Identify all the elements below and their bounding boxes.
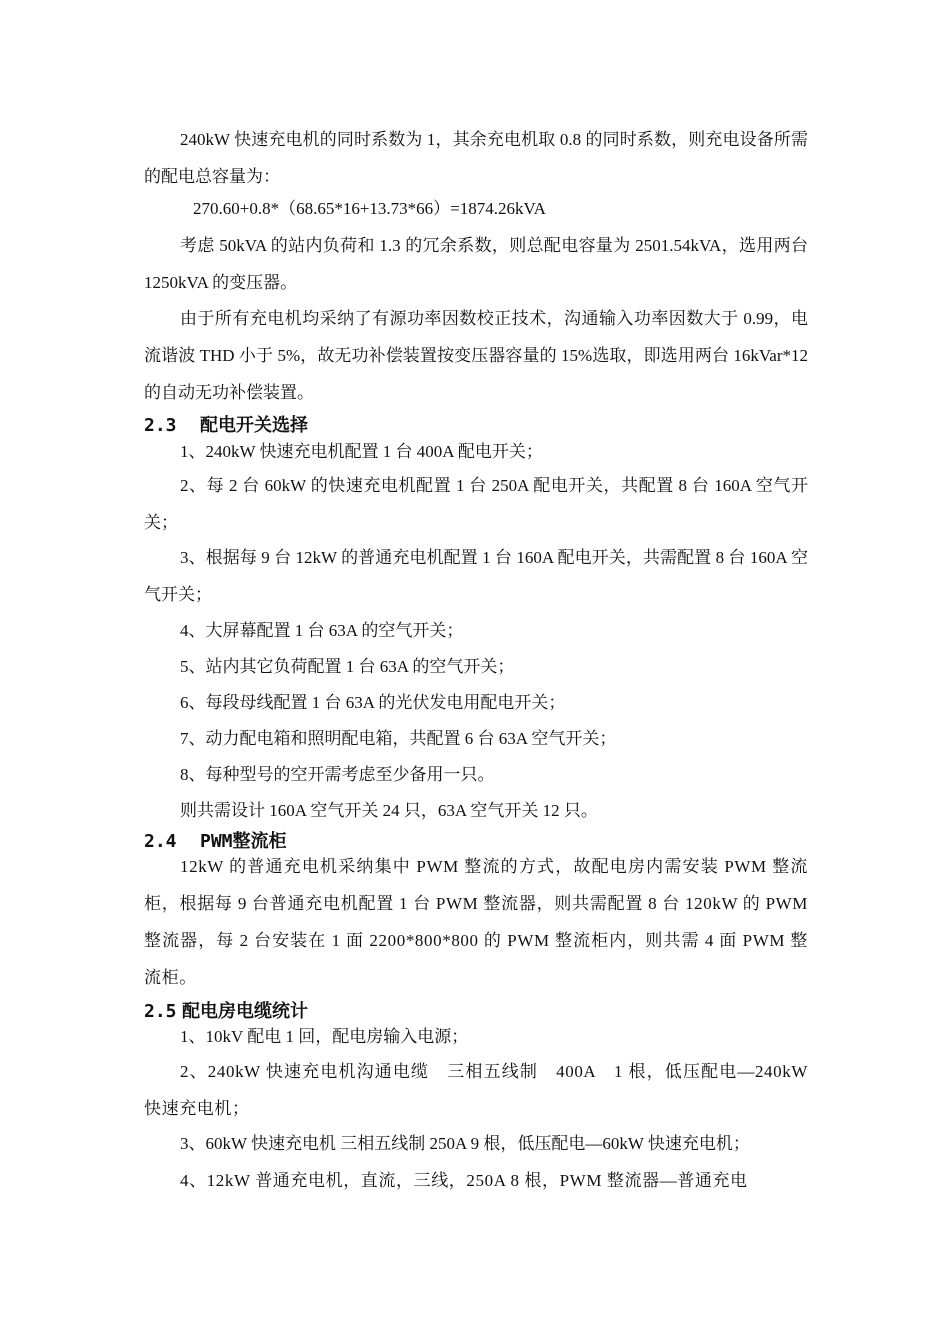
- section-title: PWM整流柜: [200, 831, 287, 852]
- section-number: 2.5: [144, 1001, 177, 1022]
- paragraph-switch-summary: 则共需设计 160A 空气开关 24 只，63A 空气开关 12 只。: [180, 801, 598, 820]
- list-item: 6、每段母线配置 1 台 63A 的光伏发电用配电开关；: [180, 693, 566, 712]
- paragraph-transformer-selection: 考虑 50kVA 的站内负荷和 1.3 的冗余系数，则总配电容量为 2501.54kVA，选用两台 1250kVA 的变压器。: [144, 236, 808, 292]
- list-item: 4、12kW 普通充电机，直流，三线，250A 8 根，PWM 整流器—普通充电: [180, 1171, 748, 1190]
- list-item: 4、大屏幕配置 1 台 63A 的空气开关；: [180, 621, 464, 640]
- paragraph-reactive-compensation: 由于所有充电机均采纳了有源功率因数校正技术，沟通输入功率因数大于 0.99，电流谐波 THD 小于 5%，故无功补偿装置按变压器容量的 15%选取，即选用两台 16kVar*12 的自动无功补偿装置。: [144, 309, 808, 402]
- paragraph-simultaneity-factor: 240kW 快速充电机的同时系数为 1，其余充电机取 0.8 的同时系数，则充电设备所需的配电总容量为：: [144, 130, 808, 186]
- list-item: 3、根据每 9 台 12kW 的普通充电机配置 1 台 160A 配电开关，共需配置 8 台 160A 空气开关；: [144, 548, 808, 604]
- list-item: 5、站内其它负荷配置 1 台 63A 的空气开关；: [180, 657, 515, 676]
- list-item: 2、每 2 台 60kW 的快速充电机配置 1 台 250A 配电开关，共配置 8 台 160A 空气开关；: [144, 476, 808, 532]
- list-item: 1、240kW 快速充电机配置 1 台 400A 配电开关；: [180, 442, 543, 461]
- formula-total-capacity: 270.60+0.8*（68.65*16+13.73*66）=1874.26kVA: [193, 199, 546, 218]
- section-number: 2.4: [144, 831, 177, 852]
- list-item: 3、60kW 快速充电机 三相五线制 250A 9 根，低压配电—60kW 快速充电机；: [180, 1134, 750, 1153]
- list-item: 1、10kV 配电 1 回，配电房输入电源；: [180, 1027, 469, 1046]
- list-item: 7、动力配电箱和照明配电箱，共配置 6 台 63A 空气开关；: [180, 729, 617, 748]
- list-item: 8、每种型号的空开需考虑至少备用一只。: [180, 765, 495, 784]
- section-title: 配电房电缆统计: [182, 1001, 308, 1022]
- list-item: 2、240kW 快速充电机沟通电缆 三相五线制 400A 1 根，低压配电—240kW 快速充电机；: [144, 1062, 808, 1118]
- section-number: 2.3: [144, 415, 177, 436]
- section-title: 配电开关选择: [200, 415, 308, 436]
- paragraph-pwm-rectifier: 12kW 的普通充电机采纳集中 PWM 整流的方式，故配电房内需安装 PWM 整流柜，根据每 9 台普通充电机配置 1 台 PWM 整流器，则共需配置 8 台 120kW 的 PWM 整流器，每 2 台安装在 1 面 2200*800*800 的 PWM 整流柜内，则共需 4 面 PWM 整流柜。: [144, 857, 808, 987]
